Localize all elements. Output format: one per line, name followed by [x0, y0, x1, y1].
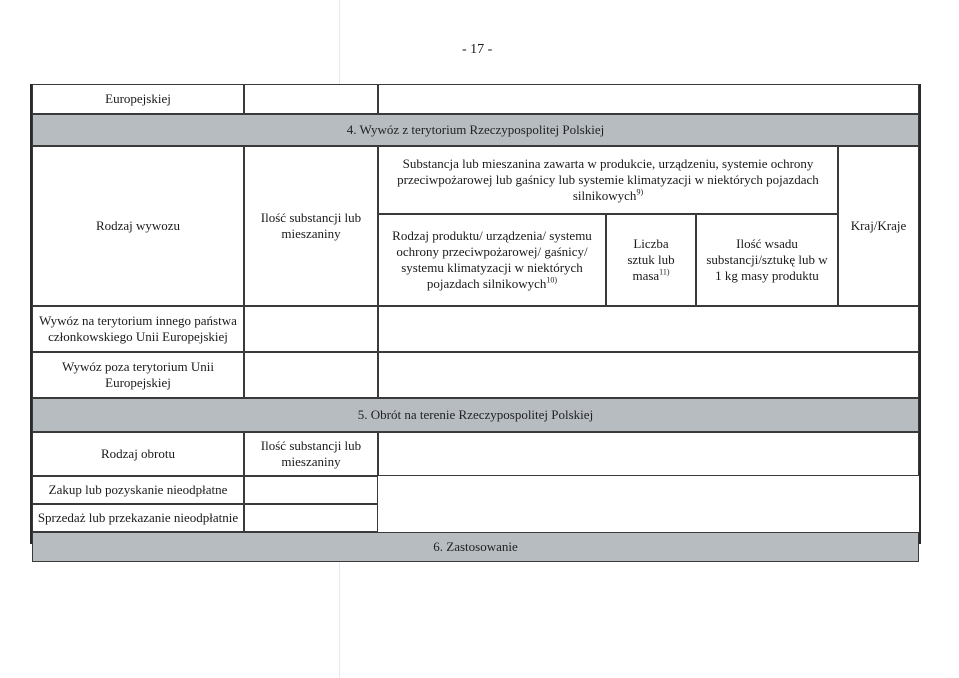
row-export-eu-value[interactable]: [378, 306, 919, 352]
footnote-10: 10): [546, 275, 558, 285]
row-export-eu: [32, 306, 244, 352]
row-purchase: [32, 476, 244, 504]
header-count-text: Liczba sztuk lub masa$^{11)}$: [627, 235, 675, 284]
row-export-non-eu: [32, 352, 244, 398]
row-sale: [32, 504, 244, 532]
row-export-eu-quantity[interactable]: [244, 306, 378, 352]
top-row-label: [32, 84, 244, 114]
table-frame-right: [919, 84, 921, 544]
header-product-type: [378, 214, 606, 306]
header-export-type: [32, 146, 244, 306]
header-quantity-text: Ilość substancji lub mieszaniny: [260, 209, 362, 241]
row-sale-quantity[interactable]: [244, 504, 378, 532]
header-trade-type-text: Rodzaj obrotu: [100, 445, 175, 461]
row-export-non-eu-text: Wywóz poza terytorium Unii Europejskiej: [62, 358, 214, 390]
top-row-value-cell[interactable]: [378, 84, 919, 114]
header-charge-amount-text: Ilość wsadu substancji/sztukę lub w 1 kg masy produktu: [706, 235, 828, 284]
header-count-or-mass: [606, 214, 696, 306]
header-product-type-text: Rodzaj produktu/ urządzenia/ systemu ochrony przeciwpożarowej/ gaśnicy/ systemu klimatyzacji w niektórych pojazdach silnikowych$^{10)}$: [392, 227, 592, 292]
row-purchase-quantity[interactable]: [244, 476, 378, 504]
header-export-type-text: Rodzaj wywozu: [95, 217, 181, 233]
header-trade-type: [32, 432, 244, 476]
header-trade-quantity: [244, 432, 378, 476]
footnote-11: 11): [659, 267, 670, 277]
top-row-quantity-cell[interactable]: [244, 84, 378, 114]
header-country-text: Kraj/Kraje: [850, 217, 907, 233]
header-trade-quantity-text: Ilość substancji lub mieszaniny: [260, 437, 362, 469]
section-5-title: 5. Obrót na terenie Rzeczypospolitej Polskiej: [357, 407, 594, 422]
section-6-header: [32, 532, 919, 562]
row-export-non-eu-value[interactable]: [378, 352, 919, 398]
page-number: - 17 -: [462, 42, 493, 57]
top-row-label-text: Europejskiej: [105, 90, 171, 106]
section-6-title: 6. Zastosowanie: [433, 539, 518, 554]
row-export-non-eu-quantity[interactable]: [244, 352, 378, 398]
section-4-title: 4. Wywóz z terytorium Rzeczypospolitej Polskiej: [346, 122, 605, 137]
header-charge-amount: [696, 214, 838, 306]
header-group-text: Substancja lub mieszanina zawarta w produkcie, urządzeniu, systemie ochrony przeciwpożarowej lub gaśnicy lub systemie klimatyzacji w niektórych pojazdach silnikowych$^{9)}$: [397, 155, 819, 204]
section-5-header: [32, 398, 919, 432]
header-trade-blank: [378, 432, 919, 476]
section-4-header: [32, 114, 919, 146]
row-sale-text: Sprzedaż lub przekazanie nieodpłatnie: [37, 509, 239, 525]
row-purchase-text: Zakup lub pozyskanie nieodpłatne: [48, 481, 228, 497]
header-group-substance-in-product: [378, 146, 838, 214]
header-country: [838, 146, 919, 306]
row-export-eu-text: Wywóz na terytorium innego państwa członkowskiego Unii Europejskiej: [39, 312, 237, 344]
footnote-9: 9): [636, 187, 644, 197]
header-quantity: [244, 146, 378, 306]
